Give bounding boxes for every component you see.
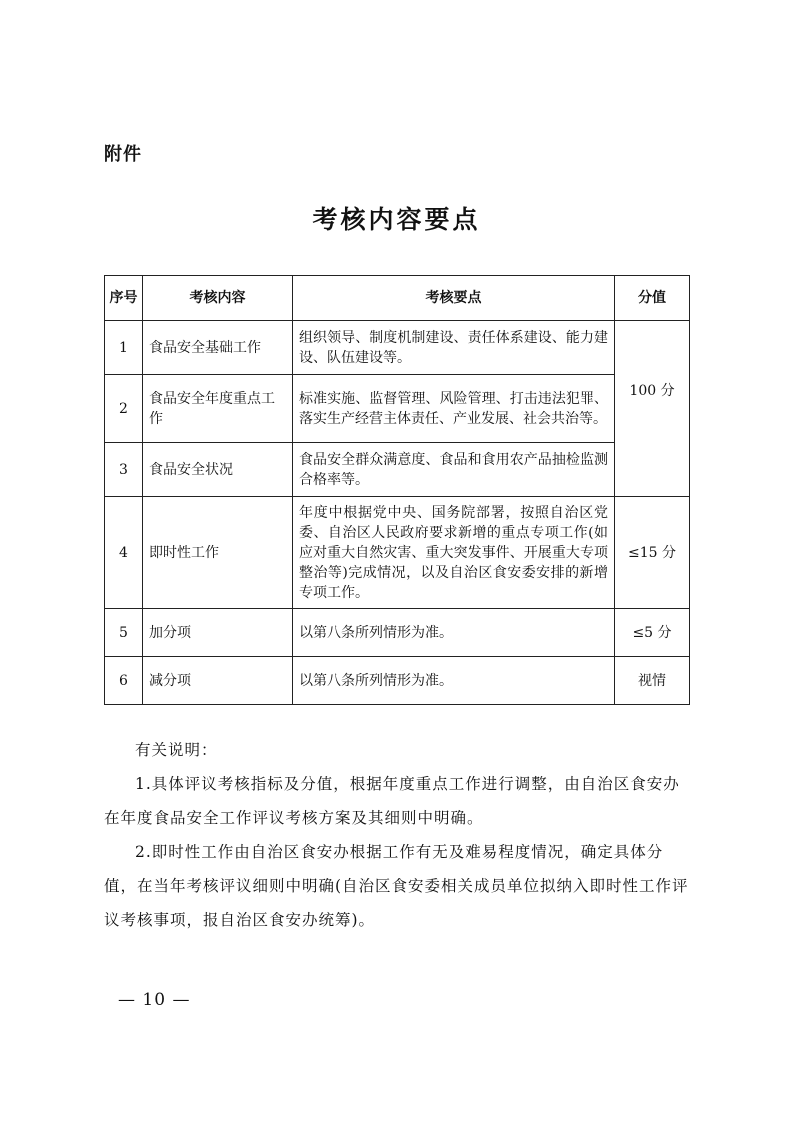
row-points: 组织领导、制度机制建设、责任体系建设、能力建设、队伍建设等。: [293, 321, 615, 375]
header-content: 考核内容: [143, 276, 293, 321]
row-content: 减分项: [143, 657, 293, 705]
row-content: 食品安全年度重点工作: [143, 375, 293, 443]
note-item: 2.即时性工作由自治区食安办根据工作有无及难易程度情况，确定具体分值，在当年考核评议细则中明确(自治区食安委相关成员单位拟纳入即时性工作评议考核事项，报自治区食安办统筹)。: [104, 843, 689, 929]
page-title: 考核内容要点: [312, 205, 481, 234]
row-index: 1: [105, 321, 143, 375]
row-content: 即时性工作: [143, 497, 293, 609]
row-points: 以第八条所列情形为准。: [293, 657, 615, 705]
assessment-table: [104, 275, 690, 705]
header-points: 考核要点: [293, 276, 615, 321]
row-index: 6: [105, 657, 143, 705]
merged-score-cell: 100 分: [615, 321, 690, 497]
row-score: 视情: [615, 657, 690, 705]
notes-section: [104, 733, 689, 937]
row-score: ≤5 分: [615, 609, 690, 657]
row-points: 标准实施、监督管理、风险管理、打击违法犯罪、落实生产经营主体责任、产业发展、社会共治等。: [293, 375, 615, 443]
note-item: 1.具体评议考核指标及分值，根据年度重点工作进行调整，由自治区食安办在年度食品安全工作评议考核方案及其细则中明确。: [104, 775, 680, 827]
table-row: [105, 609, 690, 657]
row-points: 年度中根据党中央、国务院部署，按照自治区党委、自治区人民政府要求新增的重点专项工作(如应对重大自然灾害、重大突发事件、开展重大专项整治等)完成情况，以及自治区食安委安排的新增专项工作。: [293, 497, 615, 609]
row-index: 5: [105, 609, 143, 657]
table-row: [105, 657, 690, 705]
row-content: 食品安全状况: [143, 443, 293, 497]
page-number: — 10 —: [118, 990, 191, 1010]
table-header-row: [105, 276, 690, 321]
attachment-label: 附件: [104, 144, 142, 165]
row-content: 食品安全基础工作: [143, 321, 293, 375]
row-index: 2: [105, 375, 143, 443]
table-row: [105, 497, 690, 609]
row-index: 3: [105, 443, 143, 497]
row-content: 加分项: [143, 609, 293, 657]
row-points: 以第八条所列情形为准。: [293, 609, 615, 657]
row-index: 4: [105, 497, 143, 609]
notes-heading: 有关说明：: [135, 741, 218, 759]
row-points: 食品安全群众满意度、食品和食用农产品抽检监测合格率等。: [293, 443, 615, 497]
header-score: 分值: [615, 276, 690, 321]
table-row: [105, 321, 690, 375]
row-score: ≤15 分: [615, 497, 690, 609]
table-row: [105, 375, 690, 443]
header-index: 序号: [105, 276, 143, 321]
table-row: [105, 443, 690, 497]
